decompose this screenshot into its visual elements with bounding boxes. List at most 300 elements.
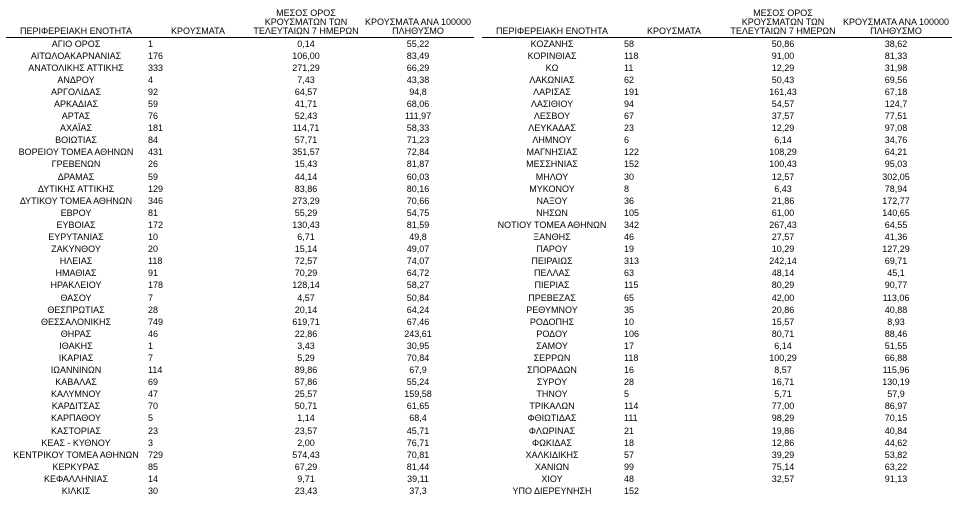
cases-cell: 36 [624,195,635,206]
per100k-cell: 53,82 [884,449,908,460]
avg7-cell: 22,86 [294,328,318,339]
region-cell: ΚΟΖΑΝΗΣ [530,38,574,49]
region-cell: ΑΝΔΡΟΥ [57,74,95,85]
table-row [6,292,474,304]
cases-cell: 47 [148,389,159,400]
per100k-cell: 66,29 [406,62,430,73]
cases-cell: 181 [148,123,164,134]
avg7-cell: 55,29 [294,207,318,218]
avg7-cell: 98,29 [771,413,795,424]
cases-cell: 111 [624,413,638,424]
per100k-cell: 60,03 [406,171,430,182]
per100k-cell: 43,38 [406,74,430,85]
region-cell: ΗΡΑΚΛΕΙΟΥ [50,280,102,291]
table-row [482,268,952,280]
table-row [482,304,952,316]
region-cell: ΘΑΣΟΥ [60,292,92,303]
table-row [482,425,952,437]
cases-cell: 59 [148,171,159,182]
avg7-cell: 21,86 [771,195,795,206]
per100k-cell: 80,16 [406,183,430,194]
per100k-cell: 40,88 [884,304,908,315]
region-cell: ΗΜΑΘΙΑΣ [55,268,97,279]
per100k-cell: 70,84 [406,352,430,363]
per100k-cell: 77,51 [884,111,908,122]
region-cell: ΣΕΡΡΩΝ [533,352,571,363]
table-row [6,304,474,316]
region-cell: ΛΑΚΩΝΙΑΣ [529,74,575,85]
avg7-cell: 19,86 [771,425,795,436]
per100k-cell: 71,23 [406,135,430,146]
region-cell: ΖΑΚΥΝΘΟΥ [51,244,101,255]
table-row [482,195,952,207]
region-cell: ΣΥΡΟΥ [536,377,568,388]
avg7-cell: 61,00 [771,207,795,218]
table-row [482,232,952,244]
table-row [6,232,474,244]
region-cell: ΔΥΤΙΚΟΥ ΤΟΜΕΑ ΑΘΗΝΩΝ [19,195,133,206]
table-row [482,62,952,74]
cases-cell: 99 [624,461,635,472]
per100k-cell: 54,75 [406,207,430,218]
avg7-cell: 50,43 [771,74,795,85]
cases-cell: 118 [624,352,639,363]
per100k-cell: 50,84 [406,292,430,303]
cases-cell: 91 [148,268,159,279]
cases-cell: 84 [148,135,159,146]
per100k-cell: 115,96 [882,365,910,376]
table-row [482,401,952,413]
per100k-cell: 68,06 [406,99,430,110]
per100k-cell: 45,1 [887,268,905,279]
cases-cell: 106 [624,328,640,339]
cases-cell: 333 [148,62,164,73]
cases-cell: 23 [148,425,159,436]
avg7-cell: 91,00 [771,50,795,61]
region-cell: ΕΥΡΥΤΑΝΙΑΣ [48,232,104,243]
region-cell: ΚΩ [545,62,559,73]
region-cell: ΙΩΑΝΝΙΝΩΝ [50,365,102,376]
per100k-cell: 55,22 [406,38,430,49]
table-row [6,268,474,280]
region-cell: ΚΕΦΑΛΛΗΝΙΑΣ [43,473,109,484]
cases-cell: 342 [624,219,640,230]
per100k-cell: 64,72 [406,268,430,279]
per100k-cell: 39,11 [407,473,429,484]
region-cell: ΧΑΝΙΩΝ [534,461,570,472]
left-cases-table [6,4,474,498]
per100k-cell: 130,19 [882,377,910,388]
table-row [6,135,474,147]
cases-cell: 729 [148,449,164,460]
region-cell: ΜΗΛΟΥ [535,171,569,182]
region-cell: ΚΕΝΤΡΙΚΟΥ ΤΟΜΕΑ ΑΘΗΝΩΝ [13,449,139,460]
table-row [482,413,952,425]
region-cell: ΑΡΚΑΔΙΑΣ [53,99,99,110]
avg7-cell: 57,71 [294,135,318,146]
cases-cell: 26 [148,159,159,170]
right-cases-table [482,4,952,498]
cases-cell: 346 [148,195,164,206]
table-row [6,473,474,485]
table-row [6,50,474,62]
cases-cell: 59 [148,99,159,110]
region-cell: ΜΕΣΣΗΝΙΑΣ [526,159,578,170]
avg7-cell: 39,29 [771,449,795,460]
cases-cell: 65 [624,292,635,303]
cases-cell: 7 [148,352,154,363]
region-cell: ΡΟΔΟΥ [536,328,568,339]
per100k-cell: 76,71 [406,437,430,448]
per100k-cell: 58,27 [406,280,430,291]
table-row [6,425,474,437]
per100k-cell: 81,44 [406,461,430,472]
per100k-cell: 51,55 [884,340,908,351]
cases-cell: 129 [148,183,164,194]
left-table-body [6,38,474,498]
table-row [6,159,474,171]
region-cell: ΚΑΒΑΛΑΣ [55,377,97,388]
per100k-cell: 41,36 [884,232,908,243]
per100k-cell: 61,65 [406,401,430,412]
per100k-cell: 90,77 [884,280,908,291]
region-cell: ΠΙΕΡΙΑΣ [534,280,570,291]
avg7-cell: 77,00 [771,401,795,412]
per100k-cell: 78,94 [884,183,908,194]
per100k-cell: 94,8 [409,86,427,97]
avg7-cell: 161,43 [769,86,797,97]
avg7-cell: 15,43 [294,159,318,170]
avg7-cell: 16,71 [771,377,795,388]
table-row [482,316,952,328]
table-row [6,183,474,195]
avg7-cell: 6,14 [774,340,792,351]
avg7-cell: 273,29 [292,195,320,206]
avg7-cell: 5,71 [774,389,792,400]
per100k-cell: 70,66 [406,195,430,206]
per100k-cell: 30,95 [406,340,430,351]
cases-cell: 20 [148,244,159,255]
per100k-cell: 64,24 [406,304,430,315]
cases-cell: 17 [624,340,635,351]
table-row [482,244,952,256]
avg7-cell: 80,29 [771,280,795,291]
cases-cell: 114 [624,401,639,412]
table-row [482,207,952,219]
table-row [482,389,952,401]
table-row [6,86,474,98]
region-cell: ΝΑΞΟΥ [536,195,568,206]
avg7-cell: 619,71 [292,316,320,327]
per100k-cell: 127,29 [882,244,910,255]
cases-cell: 431 [148,147,164,158]
cases-cell: 6 [624,135,630,146]
region-cell: ΛΑΣΙΘΙΟΥ [530,99,574,110]
region-cell: ΕΥΒΟΙΑΣ [56,219,96,230]
region-cell: ΛΗΜΝΟΥ [532,135,572,146]
per100k-cell: 49,8 [409,232,427,243]
table-row [6,365,474,377]
per100k-cell: 40,84 [884,425,908,436]
region-cell: ΘΗΡΑΣ [60,328,92,339]
per100k-cell: 88,46 [884,328,908,339]
header-cases: ΚΡΟΥΣΜΑΤΑ [622,4,726,38]
avg7-cell: 106,00 [292,50,320,61]
per100k-cell: 302,05 [882,171,910,182]
header-avg7: ΜΕΣΟΣ ΟΡΟΣ ΚΡΟΥΣΜΑΤΩΝ ΤΩΝ ΤΕΛΕΥΤΑΙΩΝ 7 ΗΜΕΡΩΝ [726,4,840,38]
table-row [6,389,474,401]
per100k-cell: 44,62 [884,437,908,448]
table-row [6,461,474,473]
avg7-cell: 25,57 [294,389,318,400]
avg7-cell: 57,86 [294,377,318,388]
region-cell: ΜΑΓΝΗΣΙΑΣ [526,147,578,158]
cases-cell: 118 [624,50,639,61]
table-row [482,123,952,135]
table-row [6,219,474,231]
region-cell: ΙΘΑΚΗΣ [59,340,93,351]
per100k-cell: 81,87 [406,159,430,170]
avg7-cell: 12,57 [771,171,795,182]
table-row [6,316,474,328]
per100k-cell: 38,62 [884,38,908,49]
right-table-body [482,38,952,498]
table-row [6,437,474,449]
region-cell: ΧΑΛΚΙΔΙΚΗΣ [525,449,579,460]
table-row [482,98,952,110]
region-cell: ΠΕΙΡΑΙΩΣ [531,256,573,267]
cases-cell: 4 [148,74,154,85]
cases-cell: 69 [148,377,159,388]
per100k-cell: 72,84 [406,147,430,158]
right-header-row [482,4,952,38]
region-cell: ΦΘΙΩΤΙΔΑΣ [527,413,577,424]
region-cell: ΛΕΥΚΑΔΑΣ [528,123,576,134]
cases-cell: 749 [148,316,164,327]
table-row [6,207,474,219]
region-cell: ΡΟΔΟΠΗΣ [529,316,575,327]
region-cell: ΑΡΓΟΛΙΔΑΣ [51,86,101,97]
cases-cell: 176 [148,50,164,61]
region-cell: ΜΥΚΟΝΟΥ [529,183,575,194]
cases-cell: 19 [624,244,635,255]
avg7-cell: 8,57 [774,365,792,376]
avg7-cell: 7,43 [297,74,315,85]
per100k-cell: 64,55 [884,219,908,230]
cases-cell: 58 [624,38,635,49]
per100k-cell: 67,9 [409,365,427,376]
table-row [6,401,474,413]
region-cell: ΕΒΡΟΥ [60,207,92,218]
cases-cell: 118 [148,256,163,267]
per100k-cell: 83,49 [406,50,430,61]
table-row [482,377,952,389]
region-cell: ΝΟΤΙΟΥ ΤΟΜΕΑ ΑΘΗΝΩΝ [497,219,607,230]
avg7-cell: 15,14 [294,244,318,255]
table-row [482,365,952,377]
avg7-cell [726,485,840,497]
avg7-cell: 64,57 [294,86,318,97]
cases-cell: 16 [624,365,635,376]
cases-cell: 313 [624,256,640,267]
avg7-cell: 100,43 [769,159,797,170]
cases-cell: 5 [148,413,154,424]
table-row [482,183,952,195]
avg7-cell: 70,29 [294,268,318,279]
per100k-cell: 243,61 [404,328,432,339]
region-cell: ΒΟΡΕΙΟΥ ΤΟΜΕΑ ΑΘΗΝΩΝ [18,147,134,158]
region-cell: ΛΑΡΙΣΑΣ [533,86,571,97]
avg7-cell: 67,29 [294,461,318,472]
region-cell: ΚΕΑΣ - ΚΥΘΝΟΥ [41,437,111,448]
per100k-cell: 45,71 [406,425,430,436]
cases-cell: 70 [148,401,159,412]
region-cell: ΓΡΕΒΕΝΩΝ [51,159,101,170]
avg7-cell: 52,43 [294,111,318,122]
region-cell: ΣΑΜΟΥ [536,340,568,351]
cases-cell: 30 [624,171,635,182]
region-cell: ΑΡΤΑΣ [61,111,91,122]
per100k-cell: 86,97 [884,401,908,412]
cases-cell: 62 [624,74,635,85]
table-row [482,219,952,231]
table-row [482,74,952,86]
region-cell: ΤΗΝΟΥ [536,389,568,400]
avg7-cell: 1,14 [297,413,315,424]
region-cell: ΗΛΕΙΑΣ [59,256,93,267]
table-row [6,328,474,340]
table-row [482,485,952,497]
per100k-cell: 95,03 [884,159,908,170]
avg7-cell: 3,43 [297,340,315,351]
region-cell: ΛΕΣΒΟΥ [533,111,571,122]
avg7-cell: 5,29 [297,352,315,363]
region-cell: ΣΠΟΡΑΔΩΝ [527,365,577,376]
region-cell: ΡΕΘΥΜΝΟΥ [526,304,578,315]
table-row [482,437,952,449]
header-cases: ΚΡΟΥΣΜΑΤΑ [146,4,250,38]
region-cell: ΞΑΝΘΗΣ [533,232,571,243]
cases-cell: 10 [624,316,635,327]
region-cell: ΚΕΡΚΥΡΑΣ [52,461,100,472]
avg7-cell: 242,14 [769,256,797,267]
table-row [6,352,474,364]
region-cell: ΔΡΑΜΑΣ [57,171,95,182]
region-cell: ΔΥΤΙΚΗΣ ΑΤΤΙΚΗΣ [37,183,115,194]
per100k-cell [840,485,952,497]
header-avg7: ΜΕΣΟΣ ΟΡΟΣ ΚΡΟΥΣΜΑΤΩΝ ΤΩΝ ΤΕΛΕΥΤΑΙΩΝ 7 ΗΜΕΡΩΝ [250,4,362,38]
table-row [482,147,952,159]
region-cell: ΑΙΤΩΛΟΑΚΑΡΝΑΝΙΑΣ [30,50,122,61]
table-row [482,473,952,485]
per100k-cell: 66,88 [884,352,908,363]
avg7-cell: 6,71 [297,232,315,243]
avg7-cell: 574,43 [292,449,320,460]
cases-cell: 1 [148,340,154,351]
avg7-cell: 100,29 [769,352,797,363]
cases-cell: 122 [624,147,640,158]
cases-cell: 63 [624,268,635,279]
cases-cell: 67 [624,111,635,122]
per100k-cell: 172,77 [882,195,910,206]
avg7-cell: 108,29 [769,147,797,158]
cases-cell: 85 [148,461,159,472]
avg7-cell: 32,57 [771,473,795,484]
cases-cell: 23 [624,123,635,134]
cases-cell: 18 [624,437,635,448]
avg7-cell: 271,29 [292,62,320,73]
cases-cell: 81 [148,207,159,218]
table-row [6,244,474,256]
per100k-cell: 81,59 [406,219,430,230]
table-row [6,413,474,425]
region-cell: ΑΓΙΟ ΟΡΟΣ [51,38,101,49]
table-row [482,461,952,473]
avg7-cell: 48,14 [771,268,795,279]
table-row [482,292,952,304]
cases-cell: 94 [624,99,635,110]
per100k-cell: 63,22 [884,461,908,472]
avg7-cell: 41,71 [294,99,318,110]
per100k-cell: 68,4 [409,413,427,424]
table-row [6,74,474,86]
table-row [6,147,474,159]
table-row [6,195,474,207]
avg7-cell: 23,57 [294,425,318,436]
avg7-cell: 20,86 [771,304,795,315]
cases-cell: 28 [148,304,159,315]
table-row [482,328,952,340]
per100k-cell: 81,33 [884,50,908,61]
region-cell: ΙΚΑΡΙΑΣ [58,352,94,363]
region-cell: ΚΑΡΠΑΘΟΥ [50,413,102,424]
per100k-cell: 140,65 [882,207,910,218]
cases-cell: 8 [624,183,630,194]
avg7-cell: 267,43 [769,219,797,230]
table-row [6,62,474,74]
header-region: ΠΕΡΙΦΕΡΕΙΑΚΗ ΕΝΟΤΗΤΑ [482,4,622,38]
per100k-cell: 124,7 [884,99,908,110]
per100k-cell: 97,08 [884,123,908,134]
table-row [482,171,952,183]
cases-cell: 57 [624,449,635,460]
region-cell: ΚΑΡΔΙΤΣΑΣ [51,401,101,412]
avg7-cell: 75,14 [771,461,795,472]
region-cell: ΝΗΣΩΝ [536,207,568,218]
region-cell: ΘΕΣΠΡΩΤΙΑΣ [47,304,105,315]
avg7-cell: 12,29 [771,123,795,134]
left-header-row [6,4,474,38]
per100k-cell: 31,98 [884,62,908,73]
table-row [6,280,474,292]
region-cell: ΑΧΑΪΑΣ [59,123,93,134]
avg7-cell: 23,43 [294,486,318,497]
table-row [6,38,474,51]
cases-cell: 46 [148,328,159,339]
per100k-cell: 159,58 [404,389,432,400]
cases-cell: 1 [148,38,154,49]
per100k-cell: 113,06 [882,292,910,303]
per100k-cell: 64,21 [884,147,908,158]
region-cell: ΚΙΛΚΙΣ [61,486,91,497]
per100k-cell: 111,97 [404,111,432,122]
per100k-cell: 70,81 [406,449,430,460]
region-cell: ΠΕΛΛΑΣ [533,268,571,279]
per100k-cell: 8,93 [887,316,905,327]
avg7-cell: 10,29 [771,244,795,255]
region-cell: ΥΠΟ ΔΙΕΡΕΥΝΗΣΗ [512,486,592,497]
header-per100k: ΚΡΟΥΣΜΑΤΑ ΑΝΑ 100000 ΠΛΗΘΥΣΜΟ [840,4,952,38]
